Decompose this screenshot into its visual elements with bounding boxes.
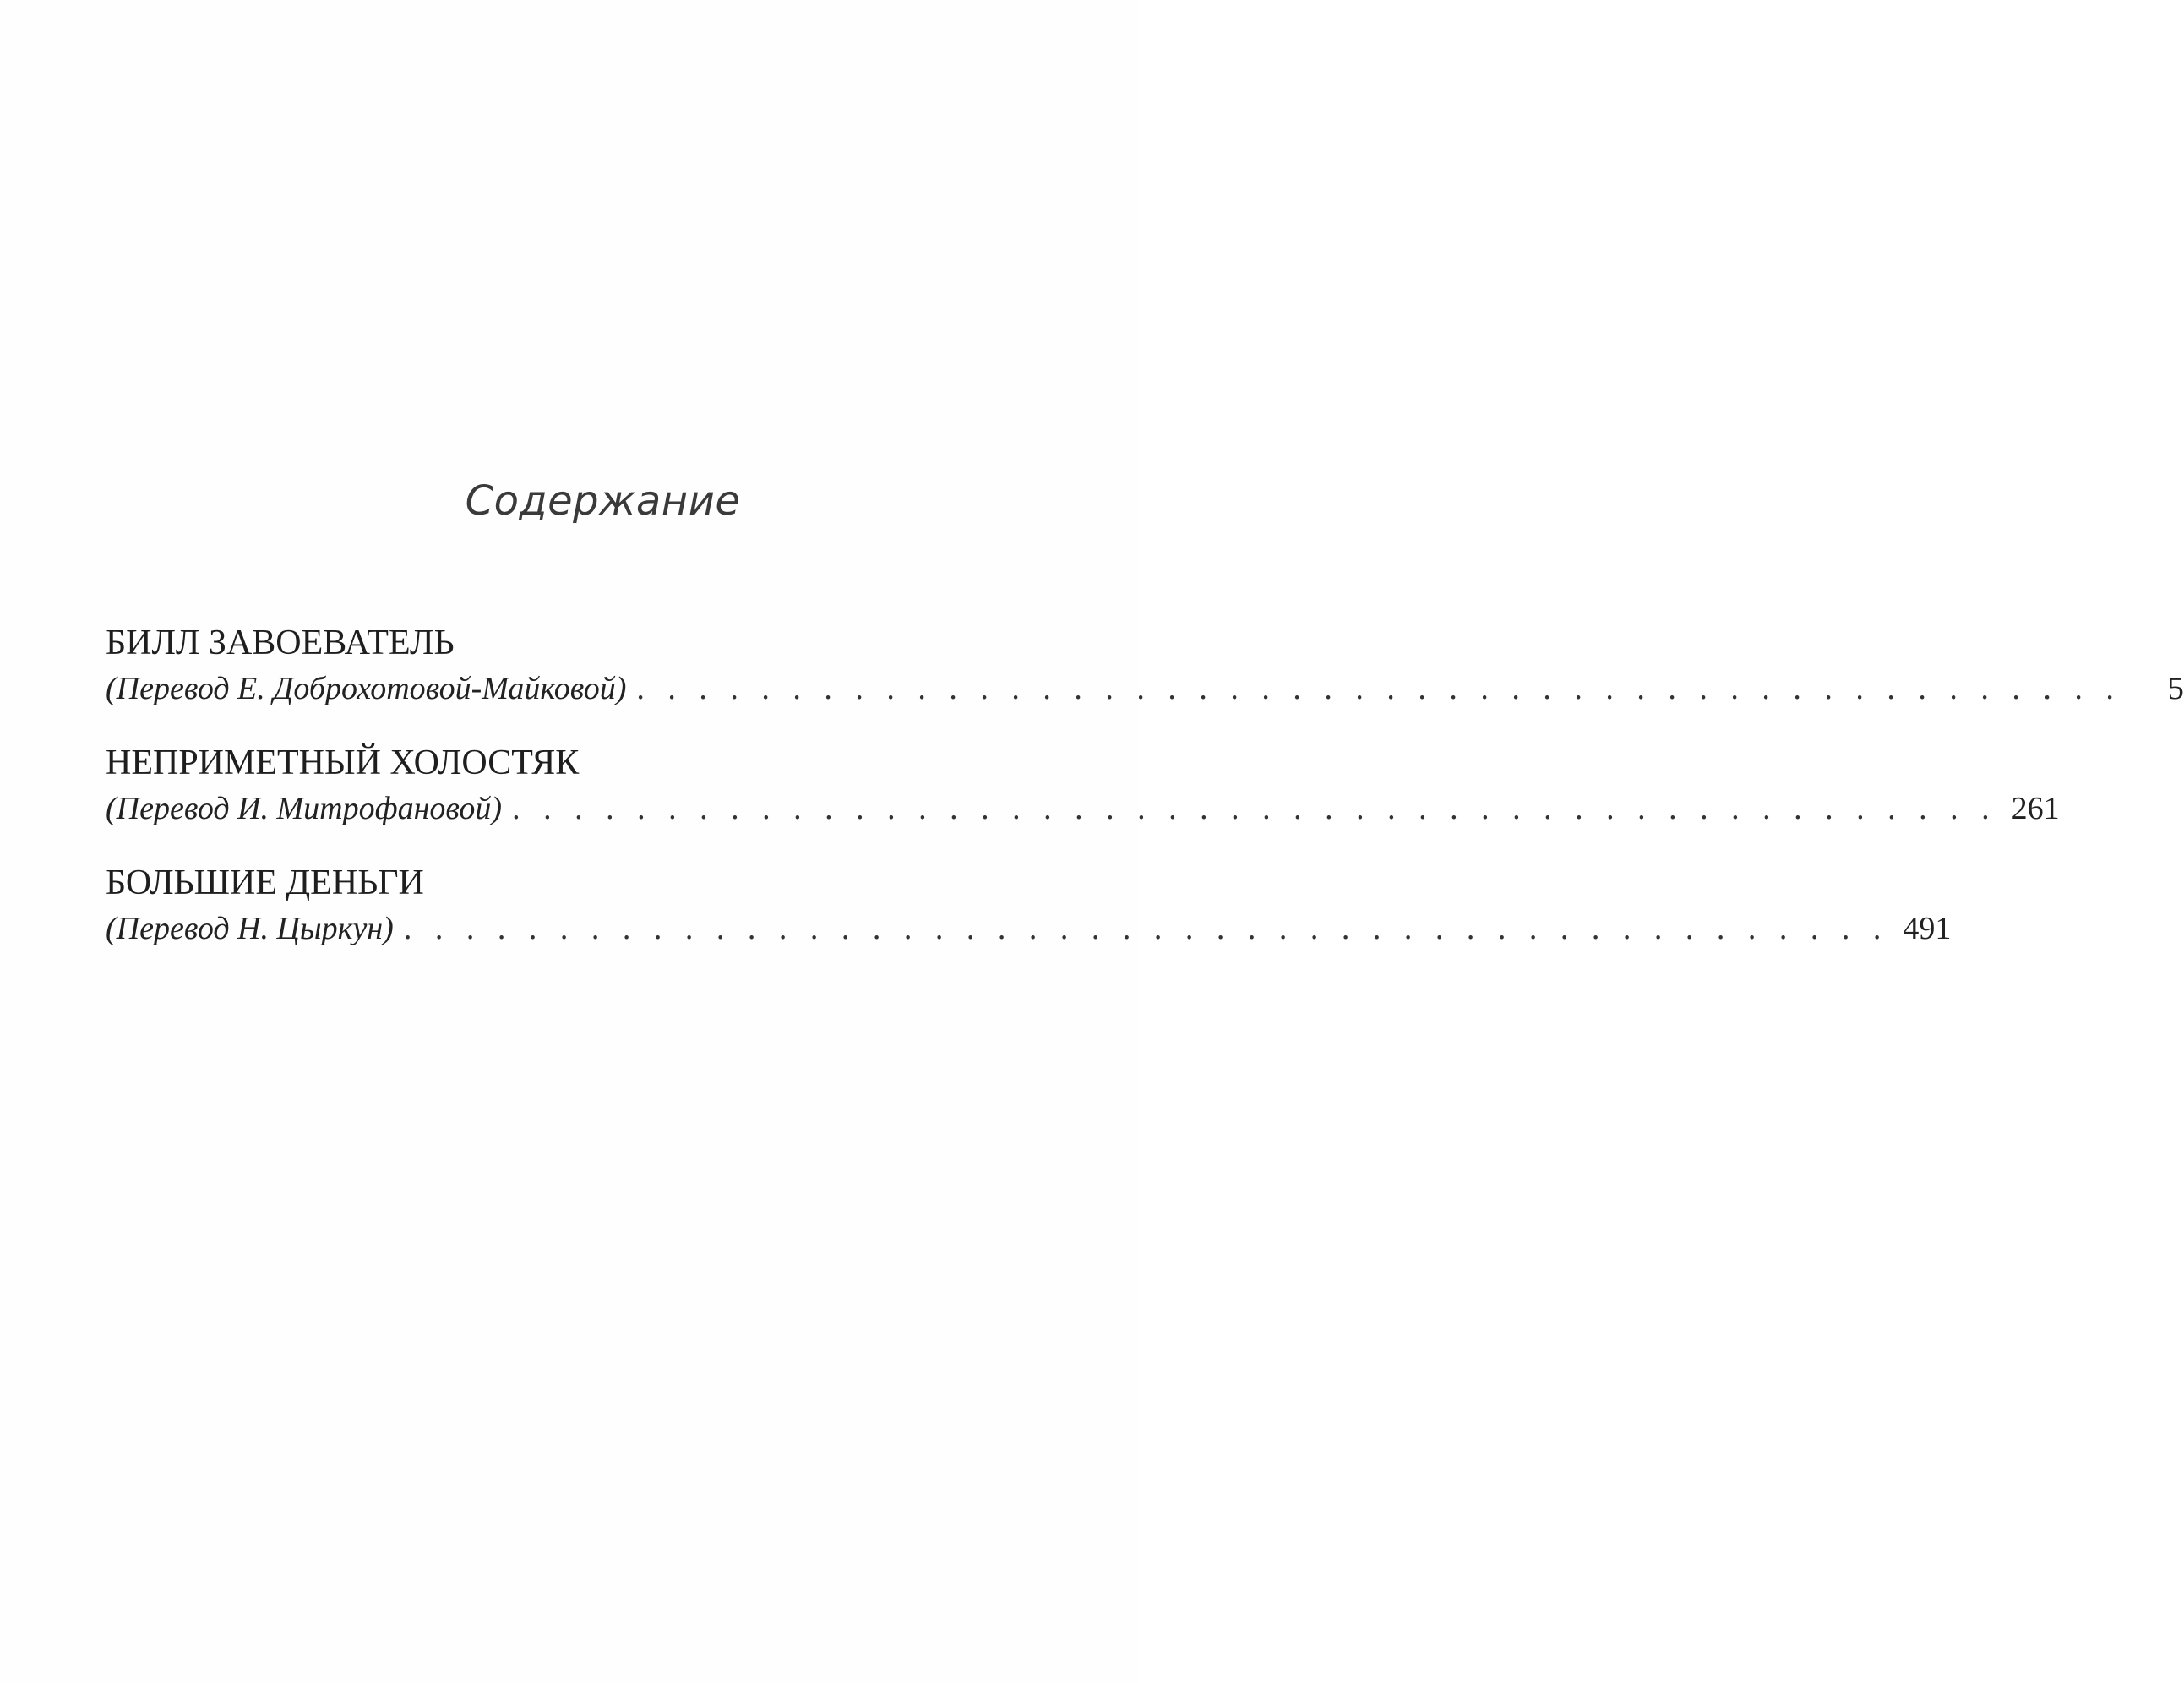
toc-entry — [106, 861, 1952, 952]
toc-entry — [106, 621, 2184, 712]
entry-title: БОЛЬШИЕ ДЕНЬГИ — [106, 863, 424, 902]
dot-leader: . . . . . . . . . . . . . . . . . . . . . . . . . . . . . . . . . . . . . . . . . . . . . . . . — [636, 671, 2121, 706]
entry-page-number: 261 — [2011, 791, 2060, 826]
entry-credit-line — [106, 785, 2060, 832]
table-of-contents — [106, 621, 2184, 981]
entry-translator-credit: (Перевод Е. Доброхотовой-Майковой) — [106, 671, 627, 706]
entry-credit-line — [106, 665, 2184, 712]
entry-credit-line — [106, 905, 1952, 952]
entry-translator-credit: (Перевод Н. Цыркун) — [106, 911, 394, 946]
page-title: Содержание — [465, 477, 741, 525]
entry-page-number: 5 — [2167, 671, 2184, 706]
entry-title: БИЛЛ ЗАВОЕВАТЕЛЬ — [106, 624, 455, 662]
dot-leader: . . . . . . . . . . . . . . . . . . . . . . . . . . . . . . . . . . . . . . . . . . . . . . . . — [512, 791, 1997, 826]
entry-title: НЕПРИМЕТНЫЙ ХОЛОСТЯК — [106, 743, 580, 782]
entry-page-number: 491 — [1903, 911, 1952, 946]
dot-leader: . . . . . . . . . . . . . . . . . . . . . . . . . . . . . . . . . . . . . . . . . . . . . . . . — [403, 911, 1889, 946]
toc-entry — [106, 741, 2060, 832]
entry-translator-credit: (Перевод И. Митрофановой) — [106, 791, 503, 826]
